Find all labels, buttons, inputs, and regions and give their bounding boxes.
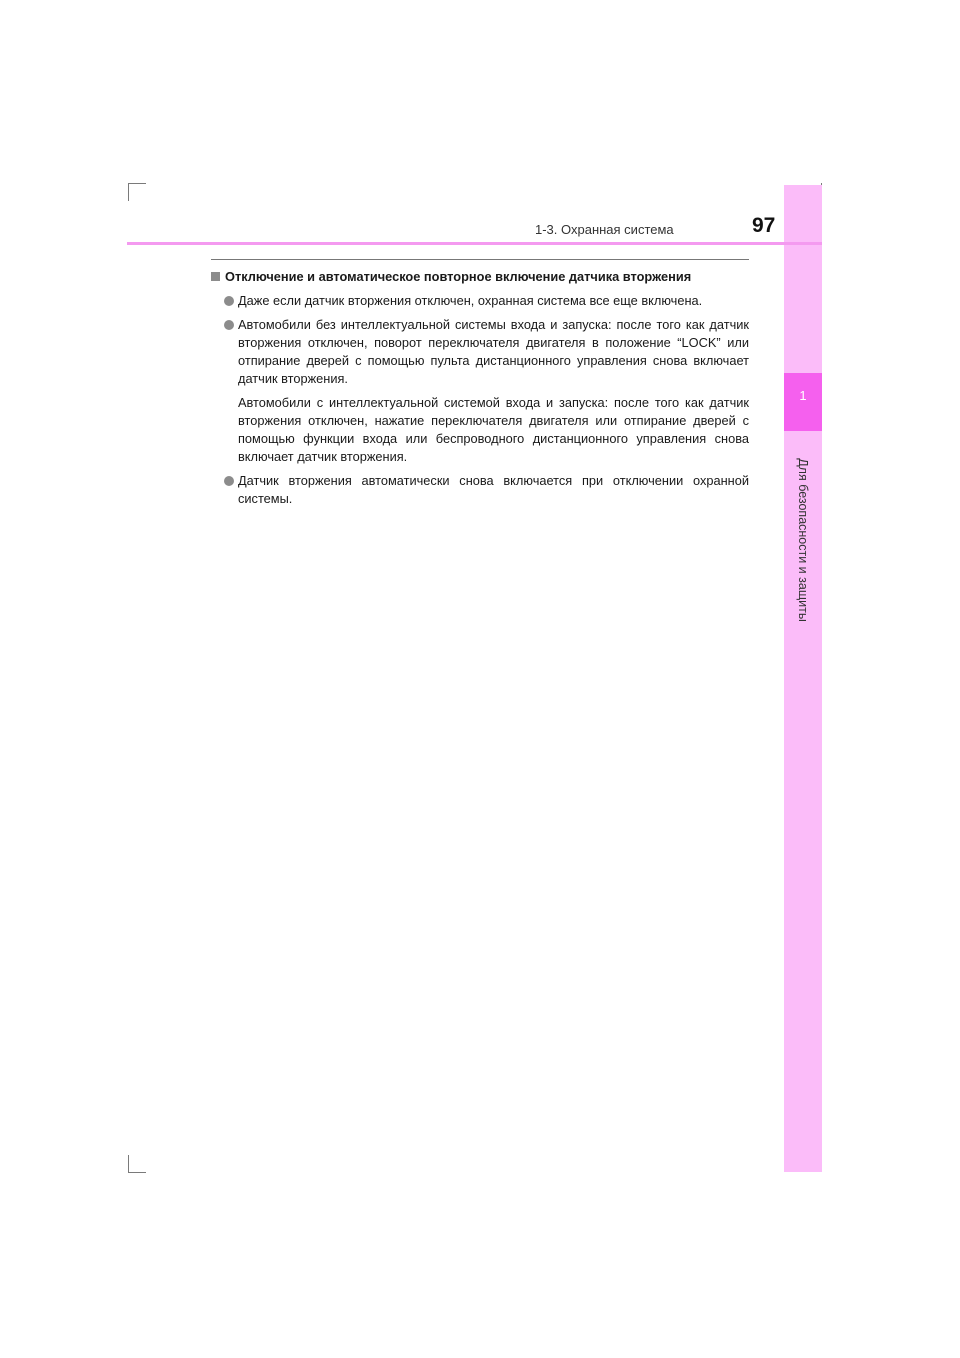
circle-bullet-icon [224, 320, 234, 330]
chapter-side-tab [784, 185, 822, 1172]
list-item-continuation: Автомобили с интеллектуальной системой входа и запуска: после того как датчик вторжения отключен, нажатие переключателя двигателя или отпирание дверей с помощью функции входа или беспроводного дистанционного управления снова включает датчик вторжения. [238, 395, 749, 464]
list-item [211, 316, 749, 388]
list-item-text: Датчик вторжения автоматически снова включается при отключении охранной системы. [238, 473, 749, 506]
circle-bullet-icon [224, 476, 234, 486]
section-divider [211, 259, 749, 260]
crop-mark-bottom-left-horizontal [128, 1172, 146, 1173]
chapter-number: 1 [799, 388, 807, 403]
crop-mark-bottom-left-vertical [128, 1155, 129, 1173]
chapter-title: Для безопасности и защиты [796, 458, 810, 622]
circle-bullet-icon [224, 296, 234, 306]
section-header: 1-3. Охранная система [535, 222, 674, 237]
page-number: 97 [752, 214, 776, 237]
list-item [211, 472, 749, 508]
crop-mark-top-left-horizontal [128, 183, 146, 184]
crop-mark-top-left-vertical [128, 183, 129, 201]
subheading [211, 268, 749, 286]
main-content [211, 268, 749, 514]
square-bullet-icon [211, 272, 220, 281]
subheading-text: Отключение и автоматическое повторное включение датчика вторжения [225, 269, 692, 284]
list-item-text: Даже если датчик вторжения отключен, охранная система все еще включена. [238, 293, 703, 308]
list-item [211, 292, 749, 310]
list-item-text: Автомобили без интеллектуальной системы входа и запуска: после того как датчик вторжения отключен, поворот переключателя двигателя в положение “LOCK” или отпирание дверей с помощью пульта дистанционного управления снова включает датчик вторжения. [238, 317, 749, 386]
header-rule [127, 242, 822, 245]
